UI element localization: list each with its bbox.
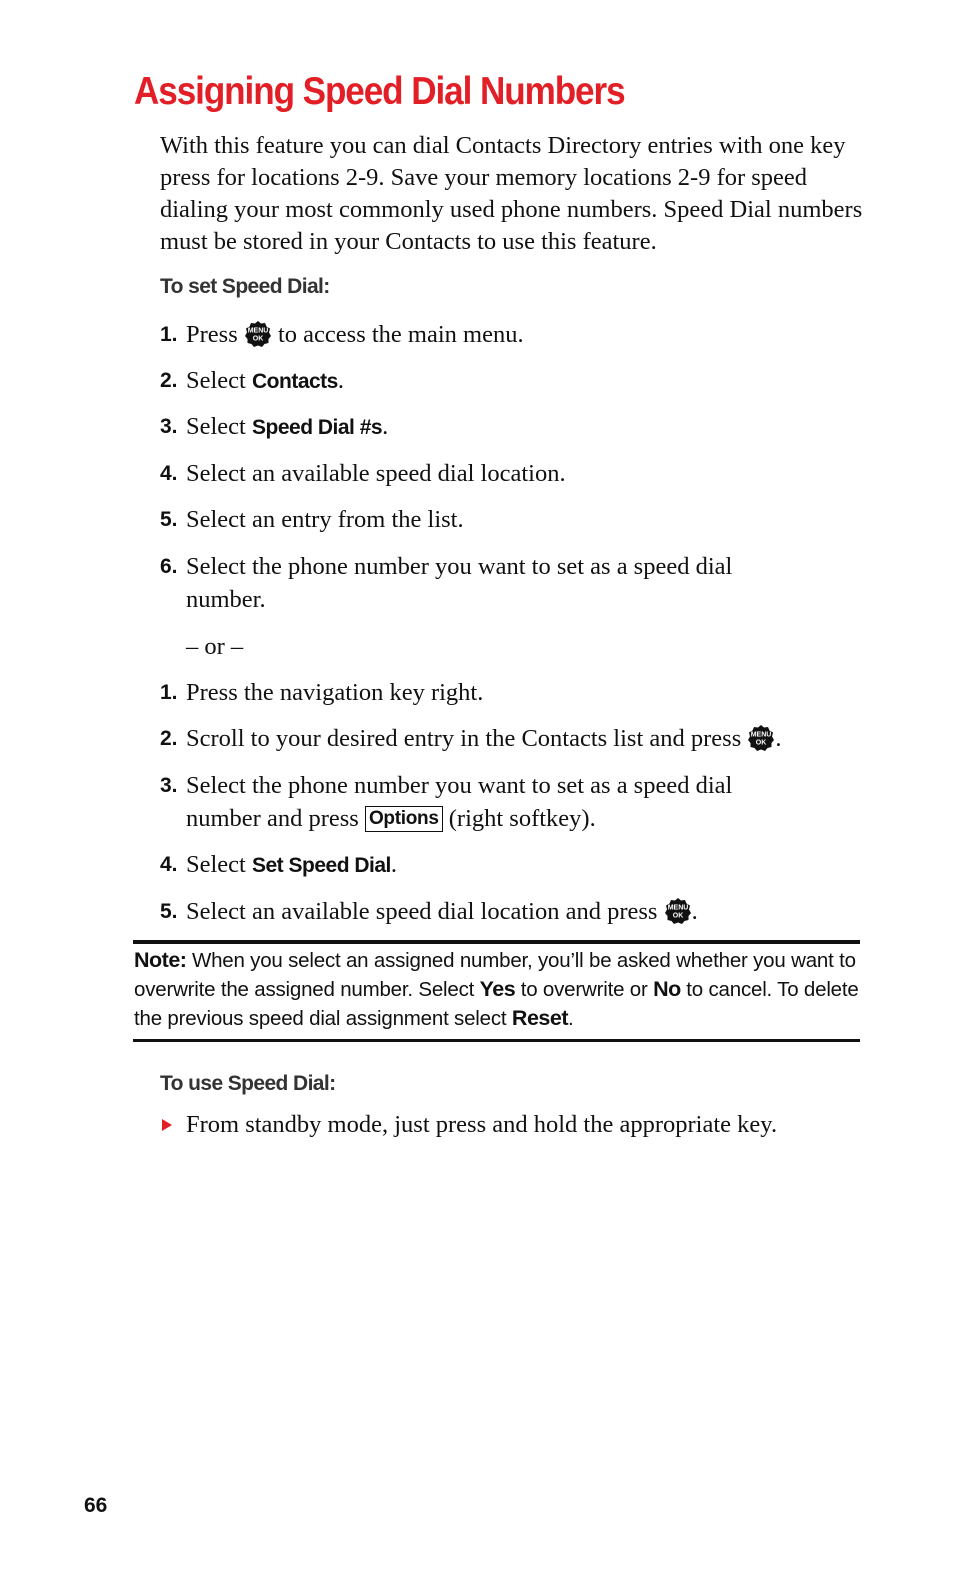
or-separator [160,630,860,663]
alt-step-4 [160,848,860,882]
note-text [133,944,860,1033]
reset-option: Reset [511,1006,568,1030]
alt-step-5 [160,895,860,928]
step-text: Scroll to your desired entry in the Contacts list and press [186,725,742,752]
step-number: 6. [160,555,178,578]
note-label: Note: [134,948,187,972]
step-number: 3. [160,415,178,438]
step-text: Press [186,321,238,348]
step-text: . [691,898,698,925]
alt-step-3 [160,769,800,835]
step-number: 5. [160,900,178,923]
set-step-2 [160,364,860,398]
menu-ok-key-icon [664,897,692,925]
note-body: to cancel. To delete the previous speed dial assignment select [134,978,859,1030]
note-body: When you select an assigned number, you’ll be asked whether you want to overwrite the assigned number. Select [134,949,856,1001]
set-step-5 [160,503,860,536]
use-speed-dial-bullet [160,1108,860,1141]
step-text: . [775,725,782,752]
step-text: Select an available speed dial location and press [186,898,658,925]
step-text: . [382,413,389,440]
step-number: 5. [160,508,178,531]
step-number: 1. [160,681,178,704]
alt-step-2 [160,722,860,755]
step-text: Press the navigation key right. [186,679,484,706]
step-number: 2. [160,369,178,392]
set-speed-dial-heading: To set Speed Dial: [160,275,330,298]
or-text: – or – [186,633,244,660]
menu-item-set-speed-dial: Set Speed Dial [252,854,391,877]
menu-ok-key-icon [747,724,775,752]
step-text: . [337,367,344,394]
triangle-bullet-icon [162,1119,172,1131]
menu-ok-key-icon [244,320,272,348]
use-speed-dial-heading: To use Speed Dial: [160,1072,336,1095]
step-text: Select an entry from the list. [186,506,464,533]
step-text: Select [186,367,246,394]
alt-step-1 [160,676,860,709]
step-text: (right softkey). [448,805,596,832]
step-text: Select [186,413,246,440]
step-text: . [390,851,398,878]
menu-item-speed-dial: Speed Dial #s [252,416,383,439]
step-number: 4. [160,462,178,485]
bullet-text: From standby mode, just press and hold the appropriate key. [186,1111,778,1138]
step-text: to access the main menu. [277,321,524,348]
options-softkey: Options [365,806,443,832]
step-text: Select the phone number you want to set as a speed dial number and press [186,772,733,832]
note-body: to overwrite or [520,978,648,1001]
set-step-1 [160,318,860,351]
step-text: Select the phone number you want to set as a speed dial number. [186,553,733,613]
set-step-4 [160,457,860,490]
step-number: 1. [160,323,178,346]
step-number: 3. [160,774,178,797]
yes-option: Yes [479,977,516,1001]
note-body: . [567,1007,574,1030]
note-box [133,940,860,1042]
set-step-6 [160,550,800,616]
step-number: 2. [160,727,178,750]
no-option: No [653,977,681,1001]
page-number: 66 [84,1494,108,1517]
step-text: Select [186,851,246,878]
intro-paragraph: With this feature you can dial Contacts Directory entries with one key press for locations 2-9. Save your memory locations 2-9 for speed dialing your most commonly used phone numbers. Speed Dial numbers must be stored in your Contacts to use this feature. [160,132,863,255]
menu-item-contacts: Contacts [252,370,338,393]
step-text: Select an available speed dial location. [186,460,566,487]
step-number: 4. [160,853,178,876]
set-step-3 [160,410,860,444]
page-title: Assigning Speed Dial Numbers [134,70,625,113]
